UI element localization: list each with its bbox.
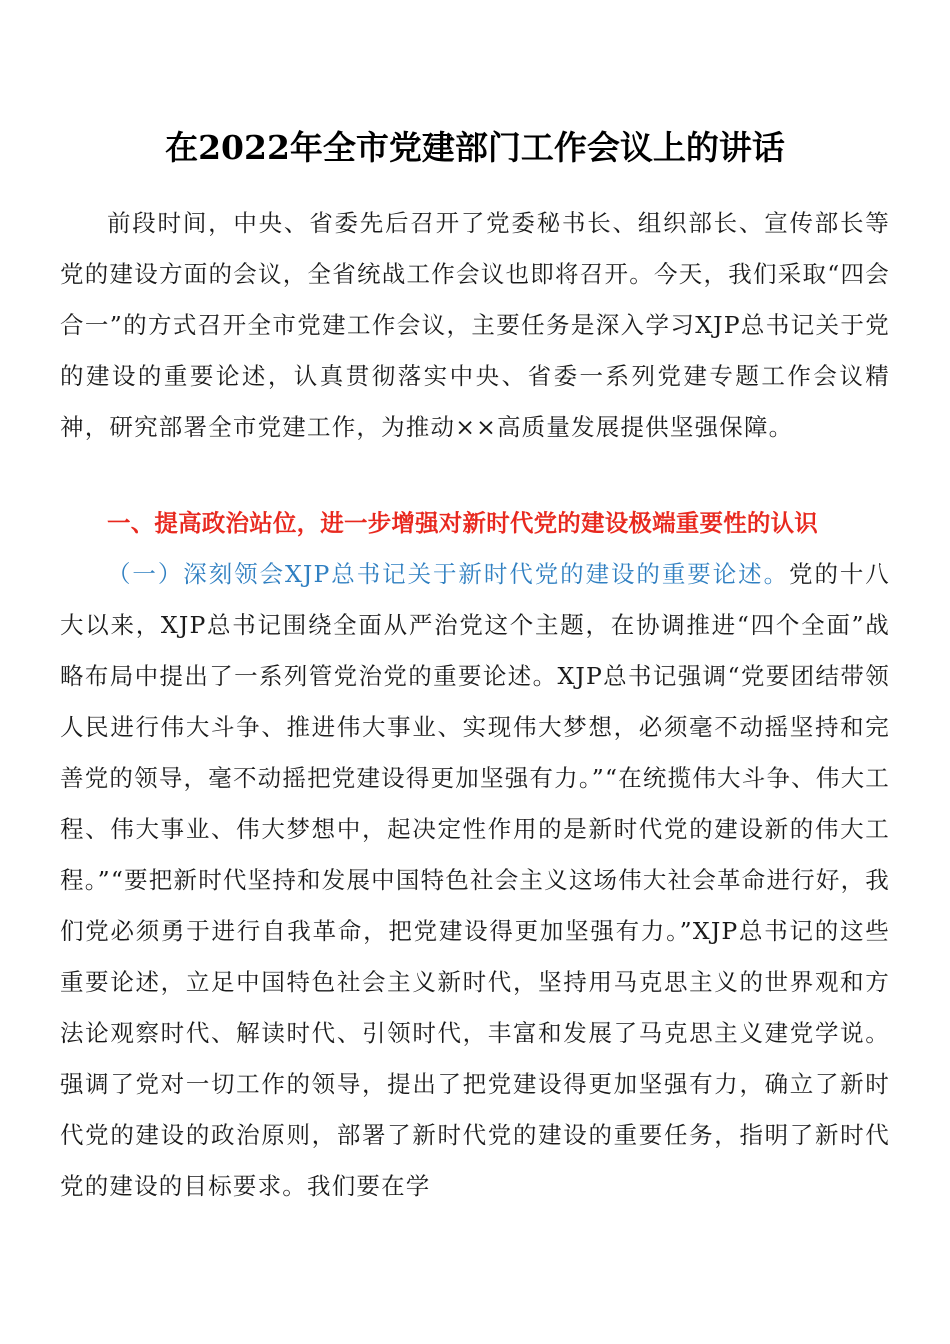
document-title: 在2022年全市党建部门工作会议上的讲话: [165, 128, 785, 167]
subsection-paragraph: [60, 549, 890, 1212]
subsection-heading: （一）深刻领会XJP总书记关于新时代党的建设的重要论述。: [107, 560, 790, 588]
subsection-body: 党的十八大以来，XJP总书记围绕全面从严治党这个主题，在协调推进“四个全面”战略布局中提出了一系列管党治党的重要论述。XJP总书记强调“党要团结带领人民进行伟大斗争、推进伟大事业、实现伟大梦想，必须毫不动摇坚持和完善党的领导，毫不动摇把党建设得更加坚强有力。”“在统揽伟大斗争、伟大工程、伟大事业、伟大梦想中，起决定性作用的是新时代党的建设新的伟大工程。”“要把新时代坚持和发展中国特色社会主义这场伟大社会革命进行好，我们党必须勇于进行自我革命，把党建设得更加坚强有力。”XJP总书记的这些重要论述，立足中国特色社会主义新时代，坚持用马克思主义的世界观和方法论观察时代、解读时代、引领时代，丰富和发展了马克思主义建党学说。强调了党对一切工作的领导，提出了把党建设得更加坚强有力，确立了新时代党的建设的政治原则，部署了新时代党的建设的重要任务，指明了新时代党的建设的目标要求。我们要在学: [60, 560, 891, 1200]
intro-paragraph: 前段时间，中央、省委先后召开了党委秘书长、组织部长、宣传部长等党的建设方面的会议，全省统战工作会议也即将召开。今天，我们采取“四会合一”的方式召开全市党建工作会议，主要任务是深入学习XJP总书记关于党的建设的重要论述，认真贯彻落实中央、省委一系列党建专题工作会议精神，研究部署全市党建工作，为推动××高质量发展提供坚强保障。: [60, 209, 890, 441]
section-heading: 一、提高政治站位，进一步增强对新时代党的建设极端重要性的认识: [107, 509, 818, 537]
